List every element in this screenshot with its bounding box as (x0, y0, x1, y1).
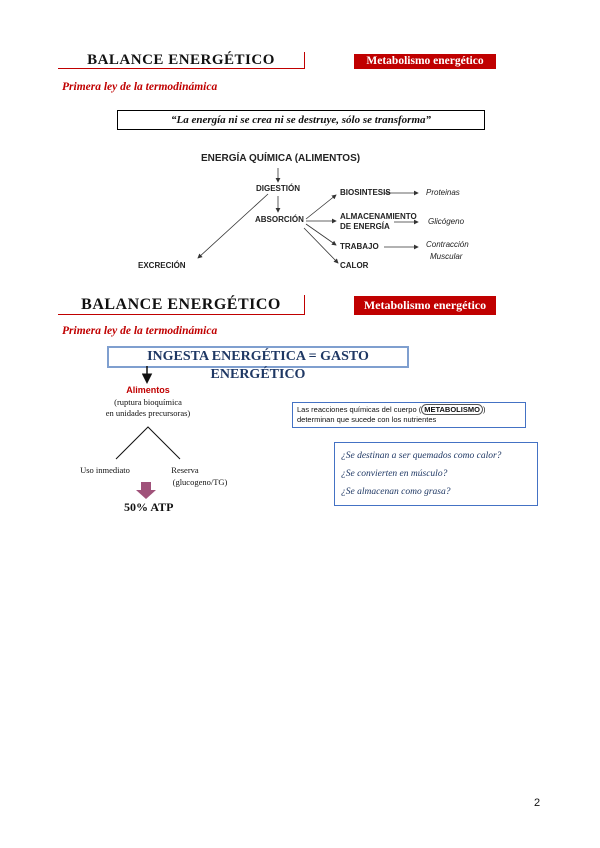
uso-inmediato-label: Uso inmediato (80, 465, 130, 475)
atp-label: 50% ATP (124, 500, 174, 514)
diagram-absorcion: ABSORCIÓN (255, 215, 304, 224)
ingesta-gasto-box: INGESTA ENERGÉTICA = GASTO ENERGÉTICO (107, 346, 409, 368)
ruptura-line1: (ruptura bioquímica (114, 397, 182, 407)
diagram-trabajo: TRABAJO (340, 242, 379, 251)
section1-subtitle: Primera ley de la termodinámica (62, 81, 218, 93)
diagram-excrecion: EXCRECIÓN (138, 261, 186, 270)
questions-box (334, 442, 538, 506)
diagram-biosintesis: BIOSINTESIS (340, 188, 391, 197)
info-text-line2: determinan que sucede con los nutrientes (297, 415, 437, 424)
down-arrow-purple (136, 482, 156, 499)
diagram-contraccion-line1: Contracción (426, 240, 469, 249)
branch-lines (116, 427, 180, 459)
section2-subtitle: Primera ley de la termodinámica (62, 325, 218, 337)
diagram-glicogeno: Glicógeno (428, 217, 465, 226)
section2-badge: Metabolismo energético (354, 296, 496, 315)
info-text-c: ) (482, 405, 486, 414)
diagram-top-label: ENERGÍA QUÍMICA (ALIMENTOS) (201, 153, 361, 164)
ruptura-line2: en unidades precursoras) (105, 408, 191, 418)
quote-box: “La energía ni se crea ni se destruye, sólo se transforma” (117, 110, 485, 130)
metabolismo-info-box (292, 402, 526, 428)
question-grasa: ¿Se almacenan como grasa? (341, 487, 451, 497)
section1-badge: Metabolismo energético (354, 54, 496, 69)
section1-title: BALANCE ENERGÉTICO (58, 52, 305, 69)
info-metabolismo: METABOLISMO (421, 404, 483, 415)
diagram-almacenamiento-line1: ALMACENAMIENTO (340, 212, 417, 221)
alimentos-label: Alimentos (126, 385, 170, 395)
reserva-line2: (glucogeno/TG) (172, 477, 228, 487)
diagram-proteinas: Proteinas (426, 188, 460, 197)
diagram-contraccion-line2: Muscular (430, 252, 463, 261)
question-musculo: ¿Se convierten en músculo? (341, 469, 448, 479)
page-number: 2 (534, 797, 541, 809)
info-text-a: Las reacciones químicas del cuerpo ( (297, 405, 422, 414)
diagram-calor: CALOR (340, 261, 369, 270)
section2-title: BALANCE ENERGÉTICO (58, 295, 305, 315)
diagram-digestion: DIGESTIÓN (256, 184, 301, 193)
question-calor: ¿Se destinan a ser quemados como calor? (341, 451, 502, 461)
reserva-line1: Reserva (171, 465, 199, 475)
diagram-almacenamiento-line2: DE ENERGÍA (340, 222, 390, 231)
